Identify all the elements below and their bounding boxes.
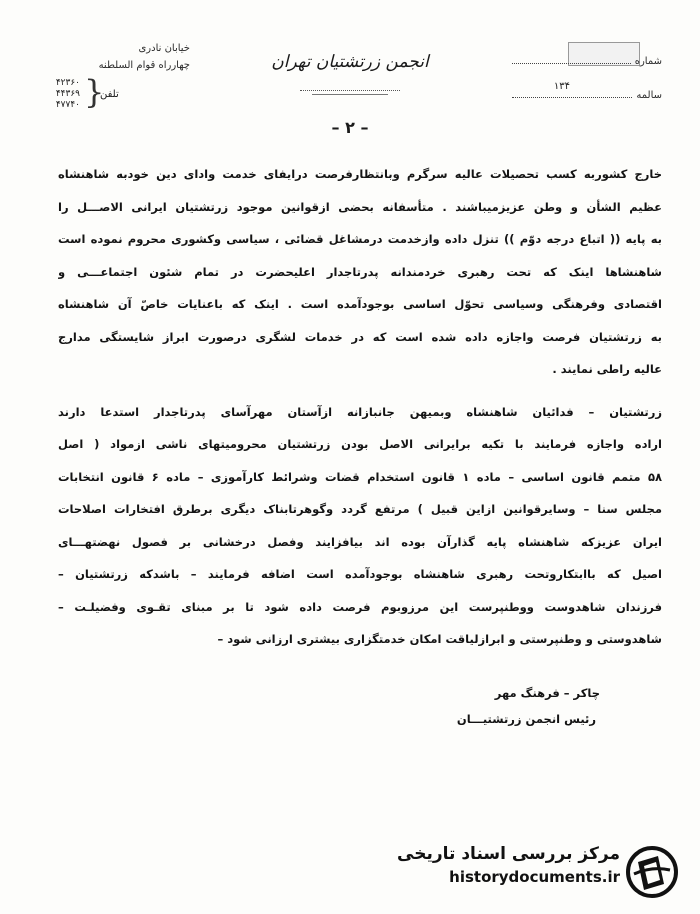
phone-number: ۴۷۷۴۰ <box>55 100 80 110</box>
body-line: مجلس سنا – وسایرقوانین ازاین قبیل ) مرتفع گردد وگوهرتابناک دیگری برطرق افتخارات اصلاحات <box>58 502 662 516</box>
body-line: شاهنشاها اینک که تحت رهبری خردمندانه پدرتاجدار اعلیحضرت در تمام شئون اجتماعـــی و <box>58 264 662 279</box>
number-row <box>512 45 662 67</box>
date-label: سالمه <box>636 90 662 101</box>
body-line: اقتصادی وفرهنگی وسیاسی تحوّل اساسی بوجودآمده است . اینک که باعنایات خاصّ آن شاهنشاه <box>58 297 662 311</box>
letter-body <box>58 158 662 656</box>
phone-number: ۴۴۳۶۹ <box>55 89 80 99</box>
body-line: خارج کشوربه کسب تحصیلات عالیه سرگرم وبانتظارفرصت درایفای خدمت وادای دین خودبه شاهنشاه <box>58 167 662 181</box>
organization-title: انجمن زرتشتیان تهران <box>271 52 429 72</box>
address-street: خیابان نادری <box>138 43 190 54</box>
watermark-title: مرکز بررسی اسناد تاریخی <box>397 844 620 864</box>
body-line: اصیل که باابتکاروتحت رهبری شاهنشاه بوجودآمده است اضافه فرمایند – باشدکه زرتشتیان – <box>58 567 662 581</box>
signature-block <box>456 680 600 732</box>
signature-title: رئیس انجمن زرتشتیـــان <box>456 712 596 726</box>
number-label: شماره <box>634 56 662 67</box>
date-row <box>512 79 662 101</box>
archive-logo-icon <box>624 844 680 900</box>
watermark-url: historydocuments.ir <box>449 868 620 886</box>
signature-closing: چاکر – فرهنگ مهر <box>494 686 600 700</box>
watermark-text <box>397 842 620 888</box>
phone-numbers <box>40 78 80 111</box>
body-line: عظیم الشأن و وطن عزیزمیباشند . متأسفانه بحضی ازقوانین موجود زرتشتیان ایرانی الاصـــل را <box>58 199 662 214</box>
title-underline <box>300 90 400 91</box>
year-prefix: ۱۳۴ <box>553 81 570 92</box>
letterhead-reference <box>512 45 662 113</box>
archive-watermark <box>397 834 686 904</box>
body-line: عالیه راطی نمایند . <box>552 362 662 376</box>
body-line: ایران عزیزکه شاهنشاه پایه گذارآن بوده اند بیافزایند وفصل درخشانی بر فصول نهضتهـــای <box>58 534 662 549</box>
letterhead-phones <box>40 73 140 114</box>
brace-icon: } <box>84 73 105 111</box>
body-line: شاهدوستی و وطنپرستی و ابرازلیاقت امکان خدمتگزاری بیشتری ارزانی شود – <box>217 632 662 646</box>
body-line: به پایه (( اتباع درجه دوّم )) تنزل داده وازخدمت درمشاغل قضائی ، سیاسی وکشوری محروم نموده است <box>58 232 662 246</box>
date-blank <box>512 89 632 98</box>
address-intersection: چهارراه قوام السلطنه <box>98 60 190 71</box>
letterhead-address <box>40 40 190 74</box>
body-line: ۵۸ متمم قانون اساسی – ماده ۱ قانون استخدام قضات وشرائط کارآموزی – ماده ۶ قانون انتخابات <box>58 469 662 484</box>
title-underline-secondary <box>312 94 388 95</box>
page-number: – ۲ – <box>331 118 369 137</box>
body-line: اراده واجازه فرمایند با تکیه برایرانی الاصل بودن زرتشتیان محرومیتهای ناشی ازمواد ( اصل <box>58 437 662 451</box>
phone-label: تلفن <box>100 89 119 100</box>
number-blank <box>512 55 631 64</box>
body-line: به زرتشتیان فرصت واجازه داده شده است که در خدمات لشگری درصورت ابراز شایستگی مدارج <box>58 329 662 344</box>
phone-number: ۴۲۳۶۰ <box>55 78 80 88</box>
paragraph-gap <box>58 386 662 396</box>
body-line: فرزندان شاهدوست ووطنپرست این مرزوبوم فرصت داده شود تا بر مبنای تقـوی وفضیلـت – <box>58 599 662 614</box>
body-line: زرتشتیان – فدائیان شاهنشاه وبمیهن جانبازانه ازآستان مهرآسای پدرتاجدار استدعا دارند <box>58 404 662 419</box>
